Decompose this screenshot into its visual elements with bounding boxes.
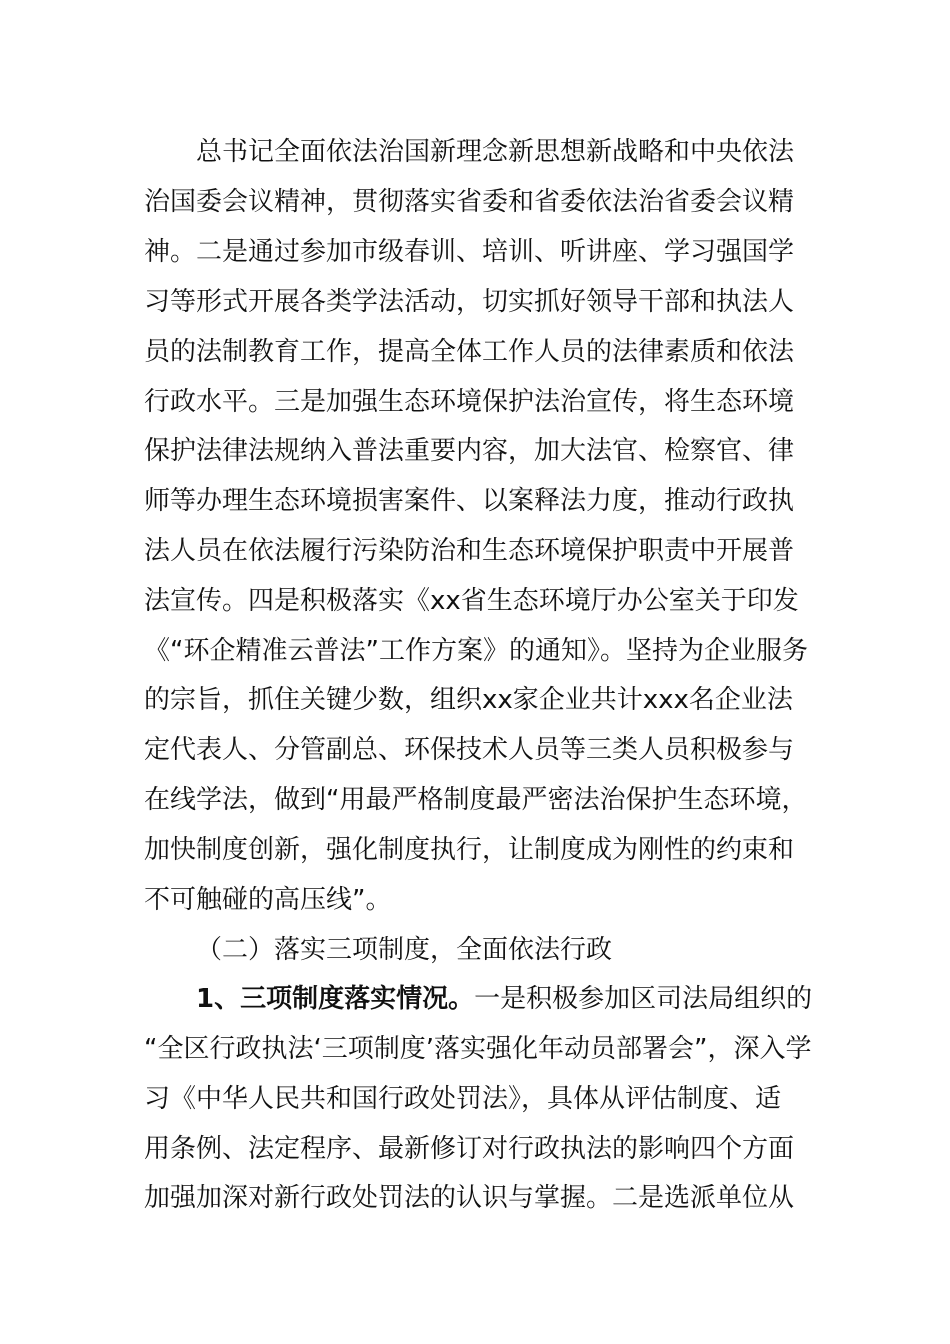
- paragraph-line: 《“环企精准云普法”工作方案》的通知》。坚持为企业服务: [144, 636, 808, 666]
- paragraph-line: 神。二是通过参加市级春训、培训、听讲座、学习强国学: [144, 237, 795, 267]
- paragraph-line: 法人员在依法履行污染防治和生态环境保护职责中开展普: [144, 536, 795, 566]
- paragraph-line: 师等办理生态环境损害案件、以案释法力度，推动行政执: [144, 486, 795, 516]
- paragraph-line: 习等形式开展各类学法活动，切实抓好领导干部和执法人: [144, 287, 795, 317]
- paragraph-line: 的宗旨，抓住关键少数，组织xx家企业共计xxx名企业法: [144, 685, 793, 715]
- paragraph-line: 习《中华人民共和国行政处罚法》，具体从评估制度、适: [144, 1084, 782, 1114]
- subsection-title: 1、三项制度落实情况。: [196, 984, 475, 1014]
- subsection-first-line: [196, 974, 814, 1024]
- paragraph-line: 在线学法，做到“用最严格制度最严密法治保护生态环境，: [144, 785, 808, 815]
- paragraph-line: 员的法制教育工作，提高全体工作人员的法律素质和依法: [144, 337, 795, 367]
- paragraph-line: 治国委会议精神，贯彻落实省委和省委依法治省委会议精: [144, 187, 795, 217]
- section-heading: （二）落实三项制度，全面依法行政: [196, 935, 613, 965]
- paragraph-line: “全区行政执法‘三项制度’落实强化年动员部署会”，深入学: [144, 1034, 812, 1064]
- paragraph-line: 定代表人、分管副总、环保技术人员等三类人员积极参与: [144, 735, 795, 765]
- paragraph-line: 总书记全面依法治国新理念新思想新战略和中央依法: [196, 137, 795, 167]
- paragraph-line: 加快制度创新，强化制度执行，让制度成为刚性的约束和: [144, 835, 795, 865]
- paragraph-line: 法宣传。四是积极落实《xx省生态环境厅办公室关于印发: [144, 586, 799, 616]
- subsection-text: 一是积极参加区司法局组织的: [474, 984, 813, 1014]
- paragraph-line: 行政水平。三是加强生态环境保护法治宣传，将生态环境: [144, 387, 795, 417]
- paragraph-line: 保护法律法规纳入普法重要内容，加大法官、检察官、律: [144, 436, 795, 466]
- paragraph-line: 不可触碰的高压线”。: [144, 885, 392, 915]
- paragraph-line: 加强加深对新行政处罚法的认识与掌握。二是选派单位从: [144, 1183, 795, 1213]
- paragraph-line: 用条例、法定程序、最新修订对行政执法的影响四个方面: [144, 1134, 795, 1164]
